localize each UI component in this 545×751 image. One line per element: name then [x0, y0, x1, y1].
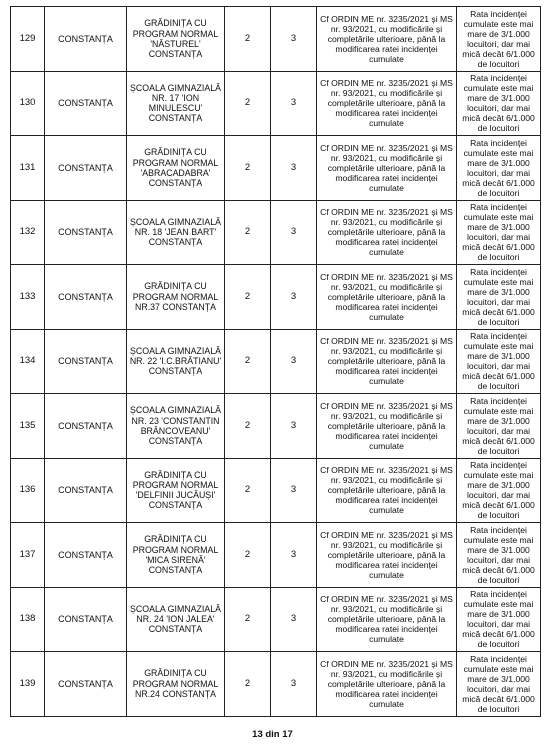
city-cell: CONSTANȚA — [45, 200, 127, 265]
table-row — [11, 587, 541, 652]
row-number: 139 — [11, 652, 45, 717]
value-cell-2: 3 — [271, 265, 317, 330]
school-unit-cell: ȘCOALA GIMNAZIALĂ NR. 17 'ION MINULESCU' CONSTANȚA — [127, 71, 225, 136]
table-row — [11, 7, 541, 72]
row-number: 138 — [11, 587, 45, 652]
school-unit-cell: ȘCOALA GIMNAZIALĂ NR. 22 'I.C.BRĂTIANU' CONSTANȚA — [127, 329, 225, 394]
value-cell-2: 3 — [271, 394, 317, 459]
legal-basis-cell: Cf ORDIN ME nr. 3235/2021 și MS nr. 93/2021, cu modificările și completările ulterioare, până la modificarea ratei incidenței cumulate — [317, 265, 457, 330]
value-cell-1: 2 — [225, 265, 271, 330]
table-row — [11, 523, 541, 588]
value-cell-2: 3 — [271, 652, 317, 717]
value-cell-2: 3 — [271, 587, 317, 652]
incidence-rate-cell: Rata incidenței cumulate este mai mare de 3/1.000 locuitori, dar mai mică decât 6/1.000 de locuitori — [457, 71, 541, 136]
incidence-rate-cell: Rata incidenței cumulate este mai mare de 3/1.000 locuitori, dar mai mică decât 6/1.000 de locuitori — [457, 200, 541, 265]
legal-basis-cell: Cf ORDIN ME nr. 3235/2021 și MS nr. 93/2021, cu modificările și completările ulterioare, până la modificarea ratei incidenței cumulate — [317, 200, 457, 265]
row-number: 135 — [11, 394, 45, 459]
legal-basis-cell: Cf ORDIN ME nr. 3235/2021 și MS nr. 93/2021, cu modificările și completările ulterioare, până la modificarea ratei incidenței cumulate — [317, 394, 457, 459]
table-row — [11, 71, 541, 136]
incidence-rate-cell: Rata incidenței cumulate este mai mare de 3/1.000 locuitori, dar mai mică decât 6/1.000 de locuitori — [457, 458, 541, 523]
value-cell-1: 2 — [225, 200, 271, 265]
incidence-rate-cell: Rata incidenței cumulate este mai mare de 3/1.000 locuitori, dar mai mică decât 6/1.000 de locuitori — [457, 523, 541, 588]
incidence-rate-cell: Rata incidenței cumulate este mai mare de 3/1.000 locuitori, dar mai mică decât 6/1.000 de locuitori — [457, 265, 541, 330]
legal-basis-cell: Cf ORDIN ME nr. 3235/2021 și MS nr. 93/2021, cu modificările și completările ulterioare, până la modificarea ratei incidenței cumulate — [317, 136, 457, 201]
city-cell: CONSTANȚA — [45, 71, 127, 136]
value-cell-2: 3 — [271, 200, 317, 265]
page-number: 13 din 17 — [252, 729, 293, 740]
table-row — [11, 458, 541, 523]
city-cell: CONSTANȚA — [45, 7, 127, 72]
table-row — [11, 394, 541, 459]
incidence-rate-cell: Rata incidenței cumulate este mai mare de 3/1.000 locuitori, dar mai mică decât 6/1.000 de locuitori — [457, 394, 541, 459]
school-unit-cell: GRĂDINIȚA CU PROGRAM NORMAL NR.24 CONSTANȚA — [127, 652, 225, 717]
value-cell-2: 3 — [271, 523, 317, 588]
value-cell-1: 2 — [225, 329, 271, 394]
row-number: 133 — [11, 265, 45, 330]
row-number: 129 — [11, 7, 45, 72]
city-cell: CONSTANȚA — [45, 652, 127, 717]
value-cell-2: 3 — [271, 136, 317, 201]
value-cell-2: 3 — [271, 7, 317, 72]
table-row — [11, 136, 541, 201]
school-unit-cell: GRĂDINIȚA CU PROGRAM NORMAL 'ABRACADABRA' CONSTANȚA — [127, 136, 225, 201]
row-number: 136 — [11, 458, 45, 523]
table-body — [11, 7, 541, 717]
legal-basis-cell: Cf ORDIN ME nr. 3235/2021 și MS nr. 93/2021, cu modificările și completările ulterioare, până la modificarea ratei incidenței cumulate — [317, 71, 457, 136]
school-unit-cell: GRĂDINIȚA CU PROGRAM NORMAL 'NĂSTUREL' CONSTANȚA — [127, 7, 225, 72]
city-cell: CONSTANȚA — [45, 136, 127, 201]
row-number: 134 — [11, 329, 45, 394]
value-cell-2: 3 — [271, 329, 317, 394]
row-number: 132 — [11, 200, 45, 265]
legal-basis-cell: Cf ORDIN ME nr. 3235/2021 și MS nr. 93/2021, cu modificările și completările ulterioare, până la modificarea ratei incidenței cumulate — [317, 458, 457, 523]
value-cell-1: 2 — [225, 71, 271, 136]
value-cell-1: 2 — [225, 394, 271, 459]
school-unit-cell: ȘCOALA GIMNAZIALĂ NR. 24 'ION JALEA' CONSTANȚA — [127, 587, 225, 652]
city-cell: CONSTANȚA — [45, 587, 127, 652]
row-number: 137 — [11, 523, 45, 588]
school-unit-cell: GRĂDINIȚA CU PROGRAM NORMAL 'DELFINII JUCĂUȘI' CONSTANȚA — [127, 458, 225, 523]
incidence-rate-cell: Rata incidenței cumulate este mai mare de 3/1.000 locuitori, dar mai mică decât 6/1.000 de locuitori — [457, 587, 541, 652]
legal-basis-cell: Cf ORDIN ME nr. 3235/2021 și MS nr. 93/2021, cu modificările și completările ulterioare, până la modificarea ratei incidenței cumulate — [317, 652, 457, 717]
legal-basis-cell: Cf ORDIN ME nr. 3235/2021 și MS nr. 93/2021, cu modificările și completările ulterioare, până la modificarea ratei incidenței cumulate — [317, 523, 457, 588]
incidence-rate-cell: Rata incidenței cumulate este mai mare de 3/1.000 locuitori, dar mai mică decât 6/1.000 de locuitori — [457, 329, 541, 394]
value-cell-1: 2 — [225, 7, 271, 72]
city-cell: CONSTANȚA — [45, 394, 127, 459]
city-cell: CONSTANȚA — [45, 458, 127, 523]
school-unit-cell: GRĂDINIȚA CU PROGRAM NORMAL NR.37 CONSTANȚA — [127, 265, 225, 330]
school-unit-cell: GRĂDINIȚA CU PROGRAM NORMAL 'MICA SIRENĂ' CONSTANȚA — [127, 523, 225, 588]
city-cell: CONSTANȚA — [45, 265, 127, 330]
value-cell-1: 2 — [225, 136, 271, 201]
legal-basis-cell: Cf ORDIN ME nr. 3235/2021 și MS nr. 93/2021, cu modificările și completările ulterioare, până la modificarea ratei incidenței cumulate — [317, 329, 457, 394]
value-cell-1: 2 — [225, 458, 271, 523]
incidence-rate-cell: Rata incidenței cumulate este mai mare de 3/1.000 locuitori, dar mai mică decât 6/1.000 de locuitori — [457, 7, 541, 72]
incidence-rate-cell: Rata incidenței cumulate este mai mare de 3/1.000 locuitori, dar mai mică decât 6/1.000 de locuitori — [457, 652, 541, 717]
value-cell-1: 2 — [225, 587, 271, 652]
value-cell-1: 2 — [225, 523, 271, 588]
school-unit-cell: ȘCOALA GIMNAZIALĂ NR. 18 'JEAN BART' CONSTANȚA — [127, 200, 225, 265]
row-number: 131 — [11, 136, 45, 201]
legal-basis-cell: Cf ORDIN ME nr. 3235/2021 și MS nr. 93/2021, cu modificările și completările ulterioare, până la modificarea ratei incidenței cumulate — [317, 587, 457, 652]
school-unit-cell: ȘCOALA GIMNAZIALĂ NR. 23 'CONSTANTIN BRÂNCOVEANU' CONSTANȚA — [127, 394, 225, 459]
row-number: 130 — [11, 71, 45, 136]
value-cell-2: 3 — [271, 71, 317, 136]
table-row — [11, 329, 541, 394]
city-cell: CONSTANȚA — [45, 329, 127, 394]
incidence-rate-cell: Rata incidenței cumulate este mai mare de 3/1.000 locuitori, dar mai mică decât 6/1.000 de locuitori — [457, 136, 541, 201]
schools-table — [10, 6, 541, 717]
value-cell-2: 3 — [271, 458, 317, 523]
city-cell: CONSTANȚA — [45, 523, 127, 588]
table-row — [11, 265, 541, 330]
value-cell-1: 2 — [225, 652, 271, 717]
table-row — [11, 200, 541, 265]
legal-basis-cell: Cf ORDIN ME nr. 3235/2021 și MS nr. 93/2021, cu modificările și completările ulterioare, până la modificarea ratei incidenței cumulate — [317, 7, 457, 72]
table-row — [11, 652, 541, 717]
